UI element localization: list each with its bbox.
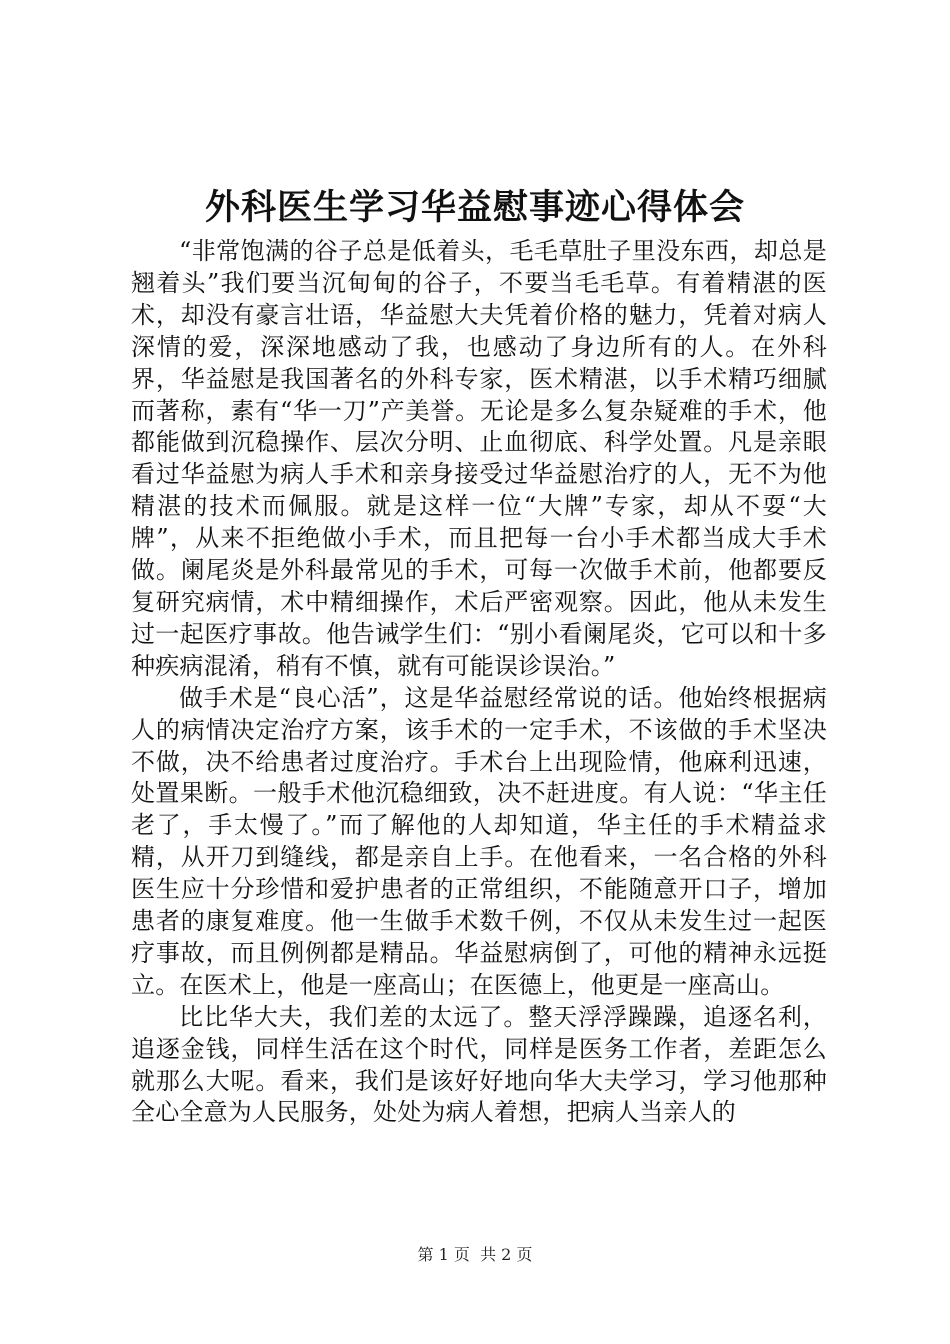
paragraph-2: 做手术是“良心活”，这是华益慰经常说的话。他始终根据病人的病情决定治疗方案，该手术的一定手术，不该做的手术坚决不做，决不给患者过度治疗。手术台上出现险情，他麻利迅速，处置果断。一般手术他沉稳细致，决不赶进度。有人说：“华主任老了，手太慢了。”而了解他的人却知道，华主任的手术精益求精，从开刀到缝线，都是亲自上手。在他看来，一名合格的外科医生应十分珍惜和爱护患者的正常组织，不能随意开口子，增加患者的康复难度。他一生做手术数千例，不仅从未发生过一起医疗事故，而且例例都是精品。华益慰病倒了，可他的精神永远挺立。在医术上，他是一座高山；在医德上，他更是一座高山。 bbox=[131, 683, 827, 999]
paragraph-3: 比比华大夫，我们差的太远了。整天浮浮躁躁，追逐名利，追逐金钱，同样生活在这个时代，同样是医务工作者，差距怎么就那么大呢。看来，我们是该好好地向华大夫学习，学习他那种全心全意为人民服务，处处为病人着想，把病人当亲人的 bbox=[131, 1002, 827, 1127]
document-title: 外科医生学习华益慰事迹心得体会 bbox=[204, 187, 745, 228]
paragraph-1: “非常饱满的谷子总是低着头，毛毛草肚子里没东西，却总是翘着头”我们要当沉甸甸的谷子，不要当毛毛草。有着精湛的医术，却没有豪言壮语，华益慰大夫凭着价格的魅力，凭着对病人深情的爱，深深地感动了我，也感动了身边所有的人。在外科界，华益慰是我国著名的外科专家，医术精湛，以手术精巧细腻而著称，素有“华一刀”产美誉。无论是多么复杂疑难的手术，他都能做到沉稳操作、层次分明、止血彻底、科学处置。凡是亲眼看过华益慰为病人手术和亲身接受过华益慰治疗的人，无不为他精湛的技术而佩服。就是这样一位“大牌”专家，却从不耍“大牌”，从来不拒绝做小手术，而且把每一台小手术都当成大手术做。阑尾炎是外科最常见的手术，可每一次做手术前，他都要反复研究病情，术中精细操作，术后严密观察。因此，他从未发生过一起医疗事故。他告诫学生们：“别小看阑尾炎，它可以和十多种疾病混淆，稍有不慎，就有可能误诊误治。” bbox=[131, 237, 827, 680]
page-number-label: 第 1 页 共 2 页 bbox=[417, 1245, 533, 1264]
document-body bbox=[131, 236, 827, 1129]
page-footer bbox=[0, 1244, 950, 1266]
